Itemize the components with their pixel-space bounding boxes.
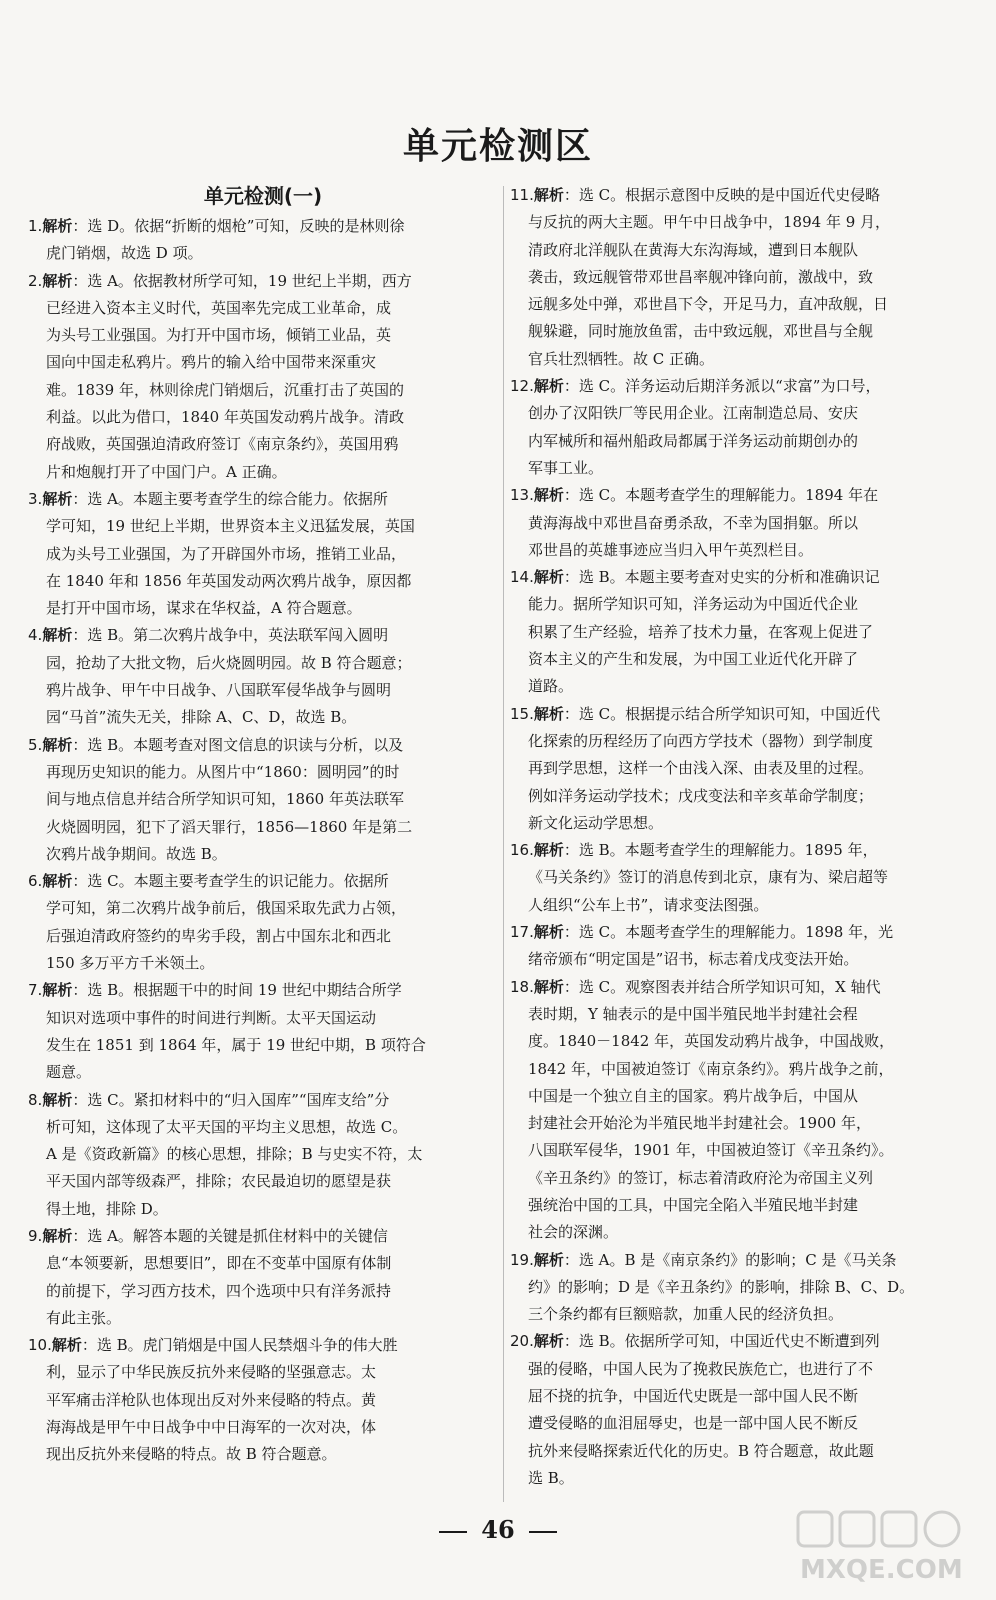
analysis-tag: 解析 (533, 486, 564, 505)
answer-item (28, 1087, 498, 1223)
answer-first-line (28, 732, 498, 759)
analysis-tag: 解析 (42, 872, 73, 891)
item-number: 14. (510, 568, 534, 587)
answer-line: 遭受侵略的血泪屈辱史，也是一部中国人民不断反 (528, 1414, 859, 1433)
answer-text: ：选 B。根据题干中的时间 19 世纪中期结合所学 (72, 981, 402, 1000)
answer-line: 强的侵略，中国人民为了挽救民族危亡，也进行了不 (528, 1359, 874, 1378)
analysis-tag: 解析 (42, 1226, 73, 1245)
answer-line: 内军械所和福州船政局都属于洋务运动前期创办的 (528, 431, 859, 450)
answer-line: 虎门销烟，故选 D 项。 (46, 244, 203, 263)
answer-line: 知识对选项中事件的时间进行判断。太平天国运动 (46, 1008, 377, 1027)
answer-item (28, 732, 498, 868)
right-column (510, 182, 974, 1492)
answer-line: 人组织“公车上书”，请求变法图强。 (528, 895, 769, 914)
answer-text: ：选 C。洋务运动后期洋务派以“求富”为口号， (563, 377, 881, 396)
answer-item (510, 182, 974, 373)
analysis-tag: 解析 (42, 271, 73, 290)
answer-first-line (510, 974, 974, 1001)
answer-text: ：选 A。B 是《南京条约》的影响；C 是《马关条 (563, 1250, 897, 1269)
analysis-tag: 解析 (533, 1332, 564, 1351)
item-number: 2. (28, 271, 43, 290)
analysis-tag: 解析 (42, 735, 73, 754)
answer-first-line (28, 977, 498, 1004)
answer-item (28, 977, 498, 1086)
answer-line: 得土地，排除 D。 (46, 1199, 168, 1218)
answer-line: 有此主张。 (46, 1308, 122, 1327)
answer-line: 与反抗的两大主题。甲午中日战争中，1894 年 9 月， (528, 213, 891, 232)
answer-item (28, 868, 498, 977)
answer-first-line (28, 868, 498, 895)
answer-line: 抗外来侵略探索近代化的历史。B 符合题意，故此题 (528, 1441, 874, 1460)
watermark-text: MXQE.COM (800, 1555, 963, 1585)
answer-line: 化探索的历程经历了向西方学技术（器物）到学制度 (528, 731, 874, 750)
answer-line: 积累了生产经验，培养了技术力量，在客观上促进了 (528, 622, 874, 641)
answer-line: 的前提下，学习西方技术，四个选项中只有洋务派持 (46, 1281, 392, 1300)
answer-line: 资本主义的产生和发展，为中国工业近代化开辟了 (528, 650, 859, 669)
analysis-tag: 解析 (533, 977, 564, 996)
answer-line: 海海战是甲午中日战争中中日海军的一次对决，体 (46, 1418, 377, 1437)
item-number: 17. (510, 923, 534, 942)
answer-line: 息“本领要新，思想要旧”，即在不变革中国原有体制 (46, 1254, 392, 1273)
answer-item (28, 1332, 498, 1468)
answer-line: 创办了汉阳铁厂等民用企业。江南制造总局、安庆 (528, 404, 859, 423)
analysis-tag: 解析 (533, 1250, 564, 1269)
answer-line: 现出反抗外来侵略的特点。故 B 符合题意。 (46, 1445, 337, 1464)
answer-line: 官兵壮烈牺牲。故 C 正确。 (528, 349, 715, 368)
answer-text: ：选 B。本题考查学生的理解能力。1895 年， (563, 841, 878, 860)
answer-line: 再到学思想，这样一个由浅入深、由表及里的过程。 (528, 759, 874, 778)
answer-item (28, 622, 498, 731)
analysis-tag: 解析 (533, 377, 564, 396)
answer-line: 《马关条约》签订的消息传到北京，康有为、梁启超等 (528, 868, 889, 887)
answer-line: 为头号工业强国。为打开中国市场，倾销工业品，英 (46, 326, 392, 345)
item-number: 13. (510, 486, 534, 505)
answer-line: 能力。据所学知识可知，洋务运动为中国近代企业 (528, 595, 859, 614)
answer-line: 已经进入资本主义时代，英国率先完成工业革命，成 (46, 298, 392, 317)
answer-line: 《辛丑条约》的签订，标志着清政府沦为帝国主义列 (528, 1168, 874, 1187)
answer-text: ：选 B。本题考查对图文信息的识读与分析，以及 (72, 735, 404, 754)
answer-line: 题意。 (46, 1063, 92, 1082)
answer-first-line (28, 1223, 498, 1250)
answer-line: 利，显示了中华民族反抗外来侵略的坚强意志。太 (46, 1363, 377, 1382)
answer-first-line (510, 1247, 974, 1274)
answer-first-line (510, 919, 974, 946)
answer-text: ：选 C。本题考查学生的理解能力。1898 年，光 (563, 923, 894, 942)
answer-first-line (28, 213, 498, 240)
answer-line: 学可知，第二次鸦片战争前后，俄国采取先武力占领， (46, 899, 407, 918)
answer-item (510, 482, 974, 564)
answer-first-line (510, 701, 974, 728)
answer-line: 强统治中国的工具，中国完全陷入半殖民地半封建 (528, 1195, 859, 1214)
answer-text: ：选 D。依据“折断的烟枪”可知，反映的是林则徐 (72, 217, 405, 235)
analysis-tag: 解析 (533, 568, 564, 587)
answer-line: 选 B。 (528, 1468, 574, 1487)
answer-item (28, 1223, 498, 1332)
answer-line: 度。1840－1842 年，英国发动鸦片战争，中国战败， (528, 1032, 895, 1051)
answer-line: 析可知，这体现了太平天国的平均主义思想，故选 C。 (46, 1117, 408, 1136)
answer-text: ：选 C。本题考查学生的理解能力。1894 年在 (563, 486, 879, 505)
answer-first-line (28, 268, 498, 295)
answer-text: ：选 B。本题主要考查对史实的分析和准确识记 (563, 568, 880, 587)
item-number: 16. (510, 841, 534, 860)
answer-first-line (28, 486, 498, 513)
analysis-tag: 解析 (533, 704, 564, 723)
page-number-text: 46 (481, 1515, 515, 1544)
answer-first-line (510, 482, 974, 509)
answer-text: ：选 C。本题主要考查学生的识记能力。依据所 (72, 872, 389, 891)
answer-line: 黄海海战中邓世昌奋勇杀敌，不幸为国捐躯。所以 (528, 513, 859, 532)
answer-item (510, 1328, 974, 1492)
page-title: 单元检测区 (402, 126, 593, 167)
answer-line: 军事工业。 (528, 458, 604, 477)
page-number-dash-left (439, 1531, 467, 1533)
answer-line: 火烧圆明园，犯下了滔天罪行，1856—1860 年是第二 (46, 817, 413, 836)
answer-line: 舰躲避，同时施放鱼雷，击中致远舰，邓世昌与全舰 (528, 322, 874, 341)
answer-item (28, 486, 498, 622)
answer-line: 府战败，英国强迫清政府签订《南京条约》，英国用鸦 (46, 435, 399, 454)
item-number: 18. (510, 977, 534, 996)
answer-line: 道路。 (528, 677, 574, 696)
left-answer-list (28, 213, 498, 1469)
answer-line: 平军痛击洋枪队也体现出反对外来侵略的特点。黄 (46, 1390, 377, 1409)
answer-item (510, 373, 974, 482)
analysis-tag: 解析 (42, 489, 73, 508)
answer-line: 学可知，19 世纪上半期，世界资本主义迅猛发展，英国 (46, 517, 415, 536)
answer-first-line (510, 837, 974, 864)
answer-line: 园，抢劫了大批文物，后火烧圆明园。故 B 符合题意； (46, 653, 412, 672)
analysis-tag: 解析 (51, 1336, 82, 1355)
answer-line: 例如洋务运动学技术；戊戌变法和辛亥革命学制度； (528, 786, 874, 805)
answer-first-line (28, 1332, 498, 1359)
answer-item (510, 564, 974, 700)
answer-line: 后强迫清政府签约的卑劣手段，割占中国东北和西北 (46, 926, 392, 945)
item-number: 7. (28, 981, 43, 1000)
answer-line: 再现历史知识的能力。从图片中“1860：圆明园”的时 (46, 762, 400, 781)
answer-first-line (28, 622, 498, 649)
item-number: 6. (28, 872, 43, 891)
item-number: 19. (510, 1250, 534, 1269)
answer-line: 鸦片战争、甲午中日战争、八国联军侵华战争与圆明 (46, 681, 392, 700)
analysis-tag: 解析 (533, 186, 564, 204)
answer-line: 平天国内部等级森严，排除；农民最迫切的愿望是获 (46, 1172, 392, 1191)
answer-line: 是打开中国市场，谋求在华权益，A 符合题意。 (46, 599, 362, 618)
answer-text: ：选 B。虎门销烟是中国人民禁烟斗争的伟大胜 (81, 1336, 398, 1355)
page-number-dash-right (529, 1531, 557, 1533)
item-number: 3. (28, 489, 43, 508)
answer-text: ：选 B。依据所学可知，中国近代史不断遭到列 (563, 1332, 880, 1351)
item-number: 11. (510, 186, 534, 204)
answer-text: ：选 B。第二次鸦片战争中，英法联军闯入圆明 (72, 626, 389, 645)
answer-text: ：选 A。依据教材所学可知，19 世纪上半期，西方 (72, 271, 412, 290)
analysis-tag: 解析 (42, 1090, 73, 1109)
item-number: 12. (510, 377, 534, 396)
answer-text: ：选 C。根据提示结合所学知识可知，中国近代 (563, 704, 881, 723)
answer-line: 150 多万平方千米领土。 (46, 954, 215, 973)
answer-first-line (510, 1328, 974, 1355)
answer-line: 袭击，致远舰管带邓世昌率舰冲锋向前，激战中，致 (528, 267, 874, 286)
answer-line: A 是《资政新篇》的核心思想，排除；B 与史实不符，太 (46, 1145, 423, 1164)
analysis-tag: 解析 (533, 841, 564, 860)
answer-line: 成为头号工业强国，为了开辟国外市场，推销工业品， (46, 544, 407, 563)
answer-line: 约》的影响；D 是《辛丑条约》的影响，排除 B、C、D。 (528, 1277, 915, 1296)
answer-item (510, 974, 974, 1247)
answer-item (510, 919, 974, 974)
watermark-logo (792, 1508, 982, 1588)
right-answer-list (510, 182, 974, 1492)
section-title: 单元检测(一) (203, 184, 323, 208)
answer-line: 封建社会开始沦为半殖民地半封建社会。1900 年， (528, 1114, 871, 1133)
answer-first-line (510, 373, 974, 400)
answer-item (510, 701, 974, 837)
answer-text: ：选 A。本题主要考查学生的综合能力。依据所 (72, 489, 388, 508)
item-number: 9. (28, 1226, 43, 1245)
item-number: 15. (510, 704, 534, 723)
answer-text: ：选 A。解答本题的关键是抓住材料中的关键信 (72, 1226, 388, 1245)
column-divider (503, 186, 504, 1502)
answer-line: 绪帝颁布“明定国是”诏书，标志着戊戌变法开始。 (528, 950, 859, 969)
answer-line: 在 1840 年和 1856 年英国发动两次鸦片战争，原因都 (46, 571, 412, 590)
item-number: 10. (28, 1336, 52, 1355)
answer-line: 邓世昌的英雄事迹应当归入甲午英烈栏目。 (528, 540, 814, 559)
answer-line: 表时期，Y 轴表示的是中国半殖民地半封建社会程 (528, 1004, 858, 1023)
item-number: 8. (28, 1090, 43, 1109)
item-number: 20. (510, 1332, 534, 1351)
answer-item (28, 268, 498, 486)
answer-line: 发生在 1851 到 1864 年，属于 19 世纪中期，B 项符合 (46, 1035, 426, 1054)
analysis-tag: 解析 (533, 923, 564, 942)
answer-line: 次鸦片战争期间。故选 B。 (46, 844, 227, 863)
answer-item (28, 213, 498, 268)
item-number: 1. (28, 217, 43, 235)
answer-line: 社会的深渊。 (528, 1223, 619, 1242)
answer-line: 间与地点信息并结合所学知识可知，1860 年英法联军 (46, 790, 404, 809)
answer-first-line (510, 182, 974, 209)
answer-line: 难。1839 年，林则徐虎门销烟后，沉重打击了英国的 (46, 380, 404, 399)
answer-line: 新文化运动学思想。 (528, 813, 664, 832)
answer-first-line (510, 564, 974, 591)
answer-line: 片和炮舰打开了中国门户。A 正确。 (46, 462, 287, 481)
answer-line: 园“马首”流失无关，排除 A、C、D，故选 B。 (46, 708, 357, 727)
answer-line: 清政府北洋舰队在黄海大东沟海域，遭到日本舰队 (528, 240, 859, 259)
answer-item (510, 1247, 974, 1329)
answer-first-line (28, 1087, 498, 1114)
analysis-tag: 解析 (42, 626, 73, 645)
answer-line: 八国联军侵华，1901 年，中国被迫签订《辛丑条约》。 (528, 1141, 894, 1160)
analysis-tag: 解析 (42, 981, 73, 1000)
answer-line: 利益。以此为借口，1840 年英国发动鸦片战争。清政 (46, 408, 404, 427)
answer-text: ：选 C。观察图表并结合所学知识可知，X 轴代 (563, 977, 881, 996)
left-column (28, 182, 498, 1469)
answer-line: 屈不挠的抗争，中国近代史既是一部中国人民不断 (528, 1387, 859, 1406)
answer-line: 远舰多处中弹，邓世昌下令，开足马力，直冲敌舰，日 (528, 295, 889, 314)
answer-line: 中国是一个独立自主的国家。鸦片战争后，中国从 (528, 1086, 859, 1105)
answer-line: 三个条约都有巨额赔款，加重人民的经济负担。 (528, 1305, 844, 1324)
answer-line: 国向中国走私鸦片。鸦片的输入给中国带来深重灾 (46, 353, 377, 372)
item-number: 4. (28, 626, 43, 645)
answer-line: 1842 年，中国被迫签订《南京条约》。鸦片战争之前， (528, 1059, 894, 1078)
analysis-tag: 解析 (42, 217, 73, 235)
answer-text: ：选 C。根据示意图中反映的是中国近代史侵略 (563, 186, 881, 204)
answer-item (510, 837, 974, 919)
item-number: 5. (28, 735, 43, 754)
answer-text: ：选 C。紧扣材料中的“归入国库”“国库支给”分 (72, 1090, 390, 1109)
